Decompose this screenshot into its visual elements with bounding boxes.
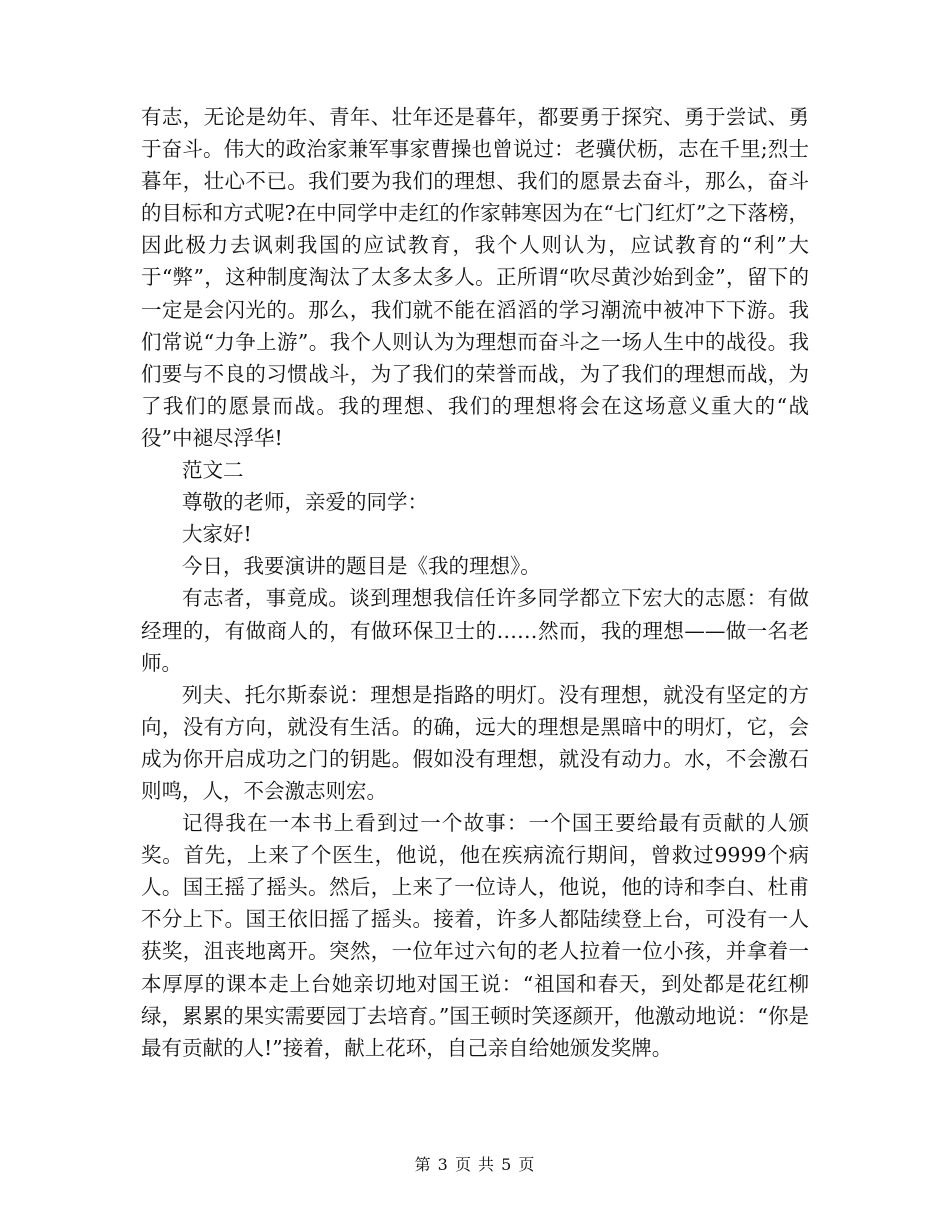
salutation: 尊敬的老师，亲爱的同学： xyxy=(182,490,428,515)
paragraph: 记得我在一本书上看到过一个故事：一个国王要给最有贡献的人颁奖。首先，上来了个医生，他说，他在疾病流行期间，曾救过9999个病人。国王摇了摇头。然后，上来了一位诗人，他说，他的诗和李白、杜甫不分上下。国王依旧摇了摇头。接着，许多人都陆续登上台，可没有一人获奖，沮丧地离开。突然，一位年过六旬的老人拉着一位小孩，并拿着一本厚厚的课本走上台她亲切地对国王说：“祖国和春天，到处都是花红柳绿，累累的果实需要园丁去培育。”国王顿时笑逐颜开，他激动地说：“你是最有贡献的人!”接着，献上花环，自己亲自给她颁发奖牌。 xyxy=(141,811,809,1060)
speech-title-line: 今日，我要演讲的题目是《我的理想》。 xyxy=(182,554,541,579)
paragraph: 列夫、托尔斯泰说：理想是指路的明灯。没有理想，就没有坚定的方向，没有方向，就没有生活。的确，远大的理想是黑暗中的明灯，它，会成为你开启成功之门的钥匙。假如没有理想，就没有动力。水，不会激石则鸣，人，不会激志则宏。 xyxy=(141,682,809,803)
page-number-footer: 第 3 页 共 5 页 xyxy=(414,1155,536,1174)
section-heading: 范文二 xyxy=(182,458,244,483)
document-body xyxy=(141,101,809,1064)
greeting: 大家好! xyxy=(182,522,252,547)
paragraph: 有志者，事竟成。谈到理想我信任许多同学都立下宏大的志愿：有做经理的，有做商人的，有做环保卫士的……然而，我的理想——做一名老师。 xyxy=(141,586,809,675)
paragraph-continuation: 有志，无论是幼年、青年、壮年还是暮年，都要勇于探究、勇于尝试、勇于奋斗。伟大的政治家兼军事家曹操也曾说过：老骥伏枥，志在千里;烈士暮年，壮心不已。我们要为我们的理想、我们的愿景去奋斗，那么，奋斗的目标和方式呢?在中同学中走红的作家韩寒因为在“七门红灯”之下落榜，因此极力去讽刺我国的应试教育，我个人则认为，应试教育的“利”大于“弊”，这种制度淘汰了太多太多人。正所谓“吹尽黄沙始到金”，留下的一定是会闪光的。那么，我们就不能在滔滔的学习潮流中被冲下下游。我们常说“力争上游”。我个人则认为为理想而奋斗之一场人生中的战役。我们要与不良的习惯战斗，为了我们的荣誉而战，为了我们的理想而战，为了我们的愿景而战。我的理想、我们的理想将会在这场意义重大的“战役”中褪尽浮华! xyxy=(141,105,809,450)
